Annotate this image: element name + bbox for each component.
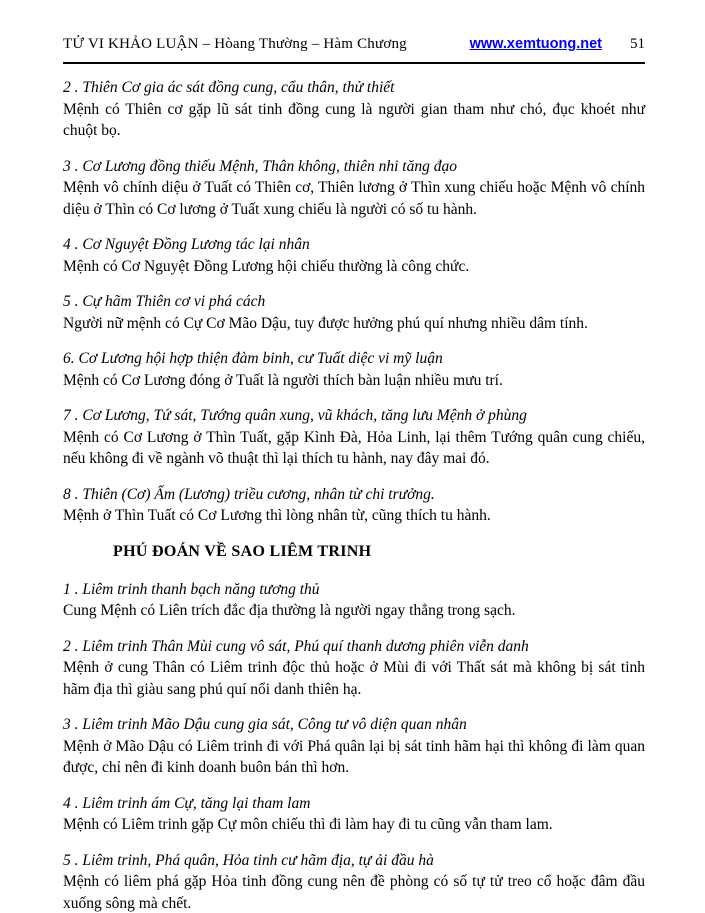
page-number: 51 — [630, 36, 645, 52]
section-heading: 8 . Thiên (Cơ) Ấm (Lương) triều cương, nhân từ chi trưởng. — [63, 485, 435, 503]
section-body: Mệnh vô chính diệu ở Tuất có Thiên cơ, Thiên lương ở Thìn xung chiếu hoặc Mệnh vô chính diệu ở Thìn có Cơ lương ở Tuất xung chiếu là người có số tu hành. — [63, 179, 645, 218]
page-header — [63, 36, 645, 64]
section-liem-trinh-3 — [63, 714, 645, 779]
section-thien-co-4 — [63, 234, 645, 277]
section-body: Mệnh có Cơ Lương ở Thìn Tuất, gặp Kình Đà, Hỏa Linh, lại thêm Tướng quân cung chiếu, nếu không đi về ngành võ thuật thì lại thích tu hành, nay đây mai đó. — [63, 428, 645, 467]
section-body: Mệnh có Cơ Nguyệt Đồng Lương hội chiếu thường là công chức. — [63, 257, 470, 275]
section-liem-trinh-2 — [63, 636, 645, 701]
section-heading: 5 . Cự hãm Thiên cơ vi phá cách — [63, 293, 266, 310]
section-heading: 4 . Cơ Nguyệt Đồng Lương tác lại nhân — [63, 236, 310, 253]
section-body: Mệnh có Liêm trinh gặp Cự môn chiếu thì đi làm hay đi tu cũng vẫn tham lam. — [63, 816, 553, 833]
section-body: Mệnh có liêm phá gặp Hỏa tinh đồng cung nên đề phòng có số tự tử treo cổ hoặc đâm đầu xuống sông mà chết. — [63, 873, 645, 912]
section-thien-co-7 — [63, 405, 645, 470]
section-body: Mệnh ở Thìn Tuất có Cơ Lương thì lòng nhân từ, cũng thích tu hành. — [63, 507, 491, 524]
section-liem-trinh-4 — [63, 793, 645, 836]
page-content — [63, 77, 645, 913]
section-heading: 7 . Cơ Lương, Tứ sát, Tướng quân xung, vũ khách, tăng lưu Mệnh ở phùng — [63, 407, 527, 424]
section-thien-co-8 — [63, 484, 645, 527]
section-heading: 3 . Cơ Lương đồng thiếu Mệnh, Thân không, thiên nhi tăng đạo — [63, 157, 457, 175]
section-heading: 5 . Liêm trinh, Phá quân, Hỏa tinh cư hãm địa, tự ải đầu hà — [63, 851, 434, 869]
section-heading: 2 . Liêm trinh Thân Mùi cung vô sát, Phú quí thanh dương phiên viễn danh — [63, 637, 529, 655]
section-heading: 1 . Liêm trinh thanh bạch năng tương thủ — [63, 580, 320, 598]
book-title: TỬ VI KHẢO LUẬN – Hòang Thường – Hàm Chương — [63, 36, 407, 52]
section-liem-trinh-1 — [63, 579, 645, 622]
section-thien-co-5 — [63, 291, 645, 334]
section-body: Cung Mệnh có Liên trích đắc địa thường là người ngay thẳng trong sạch. — [63, 602, 516, 619]
section-body: Mệnh ở Mão Dậu có Liêm trinh đi với Phá quân lại bị sát tinh hãm hại thì không đi làm quan được, chỉ nên đi kinh doanh buôn bán thì hơn. — [63, 737, 645, 776]
website-link[interactable]: www.xemtuong.net — [469, 36, 602, 52]
section-heading: 3 . Liêm trinh Mão Dậu cung gia sát, Công tư vô diện quan nhân — [63, 716, 467, 733]
section-body: Mệnh có Cơ Lương đóng ở Tuất là người thích bàn luận nhiều mưu trí. — [63, 371, 503, 389]
section-thien-co-3 — [63, 156, 645, 221]
section-heading: 4 . Liêm trinh ám Cự, tăng lại tham lam — [63, 794, 311, 812]
section-liem-trinh-5 — [63, 850, 645, 913]
section-body: Mệnh có Thiên cơ gặp lũ sát tinh đồng cung là người gian tham như chó, đục khoét như chuột bọ. — [63, 100, 645, 139]
section-thien-co-6 — [63, 348, 645, 391]
section-body: Mệnh ở cung Thân có Liêm trinh độc thủ hoặc ở Mùi đi với Thất sát mà không bị sát tinh hãm địa thì giàu sang phú quí nổi danh thiên hạ. — [63, 659, 645, 698]
section-body: Người nữ mệnh có Cự Cơ Mão Dậu, tuy được hưởng phú quí nhưng nhiều dâm tính. — [63, 314, 588, 332]
section-heading: 2 . Thiên Cơ gia ác sát đồng cung, cẩu thân, thử thiết — [63, 79, 395, 96]
section-heading: 6. Cơ Lương hội hợp thiện đàm binh, cư Tuất diệc vi mỹ luận — [63, 350, 443, 367]
section-thien-co-2 — [63, 77, 645, 142]
liem-trinh-title: PHÚ ĐOÁN VỀ SAO LIÊM TRINH — [113, 542, 372, 560]
